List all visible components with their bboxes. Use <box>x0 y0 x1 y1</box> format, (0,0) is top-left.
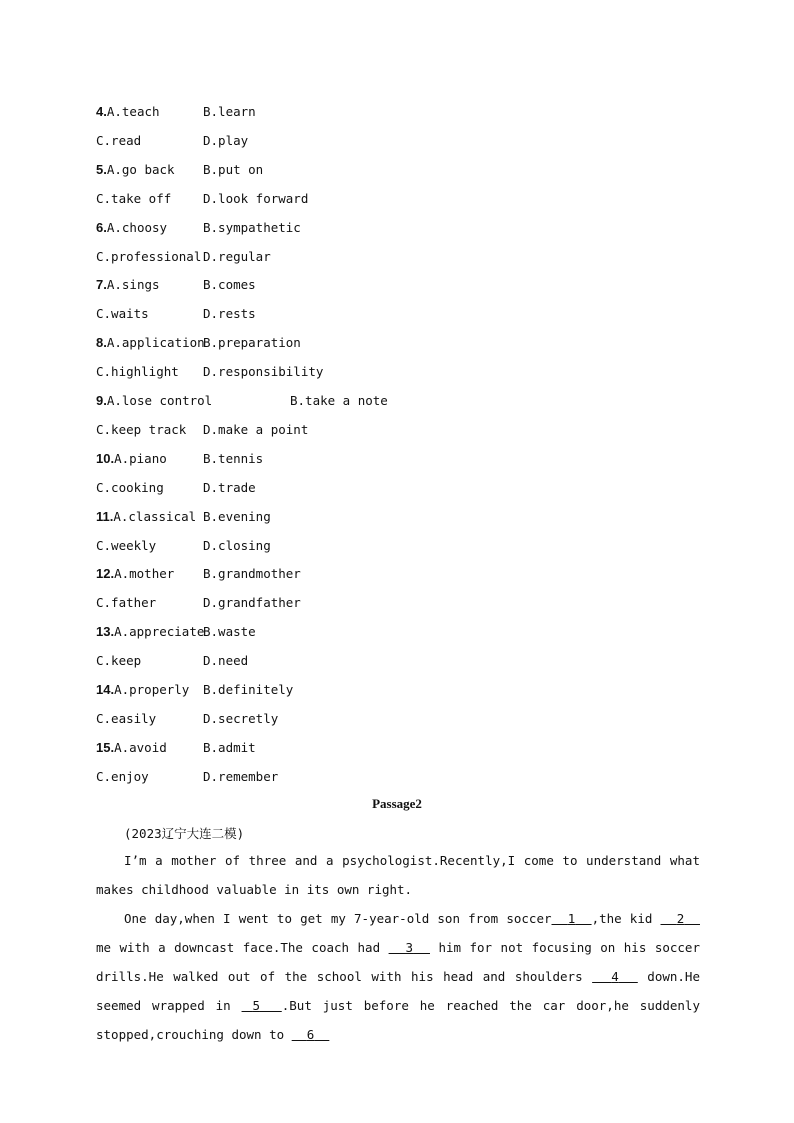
question-row-cd <box>96 537 271 553</box>
question-number: 13. <box>96 624 115 640</box>
option-c: C.read <box>96 132 142 148</box>
option-d: D.remember <box>203 768 279 784</box>
question-row-cd <box>96 710 279 726</box>
p2-text: down.He seemed wrapped in <box>96 969 700 1013</box>
option-a: A.go back <box>106 161 175 177</box>
option-a: A.avoid <box>114 739 167 755</box>
option-c: C.weekly <box>96 537 157 553</box>
question-row-cd <box>96 306 256 322</box>
option-d: D.play <box>203 132 249 148</box>
option-d: D.responsibility <box>203 364 324 380</box>
option-c: C.keep <box>96 653 142 669</box>
p2-text: One day,when I went to get my 7-year-old son from soccer <box>124 911 552 926</box>
option-b: B.tennis <box>203 450 264 466</box>
question-row-cd <box>96 653 249 669</box>
blank-number: 5 <box>252 998 260 1013</box>
option-b: B.take a note <box>290 393 388 408</box>
question-number: 9. <box>96 393 107 408</box>
option-b: B.preparation <box>203 335 301 351</box>
question-number: 15. <box>96 739 115 755</box>
option-c: C.highlight <box>96 364 179 380</box>
option-a: A.lose control <box>106 393 213 408</box>
option-c: C.easily <box>96 710 157 726</box>
option-d: D.closing <box>203 537 271 553</box>
option-d: D.grandfather <box>203 595 301 611</box>
p2-text: him for not focusing on his soccer drills.He walked out of the school with his head and shoulders <box>96 940 700 984</box>
blank-number: 4 <box>611 969 619 984</box>
question-row-cd <box>96 132 249 148</box>
option-c: C.father <box>96 595 157 611</box>
question-row-ab <box>96 161 264 177</box>
blank-number: 2 <box>676 911 685 926</box>
question-row-cd <box>96 248 271 264</box>
option-a: A.mother <box>114 566 175 582</box>
passage-source: (2023辽宁大连二模) <box>124 826 245 841</box>
question-number: 5. <box>96 161 107 177</box>
option-a: A.teach <box>106 104 160 119</box>
option-b: B.evening <box>203 508 271 524</box>
option-a: A.properly <box>114 682 190 697</box>
option-b: B.admit <box>203 739 256 755</box>
question-number: 14. <box>96 682 115 697</box>
question-row-cd <box>96 479 256 495</box>
option-b: B.definitely <box>203 682 294 697</box>
answer-blank <box>552 911 592 926</box>
option-b: B.put on <box>203 161 264 177</box>
option-d: D.trade <box>203 479 256 495</box>
question-number: 10. <box>96 450 115 466</box>
question-row-ab <box>96 104 256 119</box>
question-row-ab <box>96 508 271 524</box>
option-a: A.choosy <box>106 219 168 235</box>
question-row-cd <box>96 364 324 380</box>
question-row-ab <box>96 393 388 408</box>
option-c: C.keep track <box>96 421 187 437</box>
question-row-cd <box>96 768 279 784</box>
blank-number: 1 <box>567 911 576 926</box>
p2-text: ,the kid <box>591 911 661 926</box>
option-a: A.classical <box>113 508 197 524</box>
option-a: A.application <box>106 335 205 351</box>
question-row-ab <box>96 624 256 640</box>
blank-number: 6 <box>306 1027 315 1042</box>
option-d: D.rests <box>203 306 256 322</box>
passage-paragraph-1: I’m a mother of three and a psychologist.Recently,I come to understand what makes childhood valuable in its own right. <box>96 853 700 897</box>
option-d: D.regular <box>203 248 271 264</box>
option-d: D.make a point <box>203 421 309 437</box>
question-row-cd <box>96 595 301 611</box>
question-number: 8. <box>96 335 107 351</box>
option-c: C.take off <box>96 190 172 206</box>
option-c: C.enjoy <box>96 768 149 784</box>
option-a: A.appreciate <box>114 624 205 640</box>
question-row-ab <box>96 277 256 293</box>
option-b: B.grandmother <box>203 566 301 582</box>
option-c: C.professional <box>96 248 202 264</box>
option-b: B.waste <box>203 624 256 640</box>
option-c: C.cooking <box>96 479 164 495</box>
option-d: D.look forward <box>203 190 309 206</box>
question-number: 4. <box>96 104 107 119</box>
answer-blank <box>292 1027 330 1042</box>
option-d: D.secretly <box>203 710 279 726</box>
question-row-ab <box>96 682 294 697</box>
blank-number: 3 <box>405 940 414 955</box>
question-number: 11. <box>96 508 114 524</box>
option-c: C.waits <box>96 306 149 322</box>
question-number: 7. <box>96 277 107 293</box>
question-number: 6. <box>96 219 107 235</box>
p2-text: .But just before he reached the car door,he suddenly stopped,crouching down to <box>96 998 700 1042</box>
option-a: A.sings <box>106 277 160 293</box>
option-d: D.need <box>203 653 249 669</box>
answer-blank <box>242 998 282 1013</box>
passage-title: Passage2 <box>372 796 422 811</box>
question-row-ab <box>96 335 301 351</box>
question-row-ab <box>96 450 264 466</box>
question-row-ab <box>96 566 301 582</box>
option-b: B.learn <box>203 104 256 119</box>
question-row-ab <box>96 739 256 755</box>
question-number: 12. <box>96 566 115 582</box>
passage-paragraph-2 <box>96 904 700 1049</box>
answer-blank <box>592 969 638 984</box>
answer-blank <box>661 911 700 926</box>
option-a: A.piano <box>114 450 167 466</box>
option-b: B.comes <box>203 277 256 293</box>
p2-text: me with a downcast face.The coach had <box>96 940 389 955</box>
question-row-cd <box>96 421 309 437</box>
question-row-ab <box>96 219 301 235</box>
answer-blank <box>389 940 430 955</box>
question-row-cd <box>96 190 309 206</box>
option-b: B.sympathetic <box>203 219 301 235</box>
